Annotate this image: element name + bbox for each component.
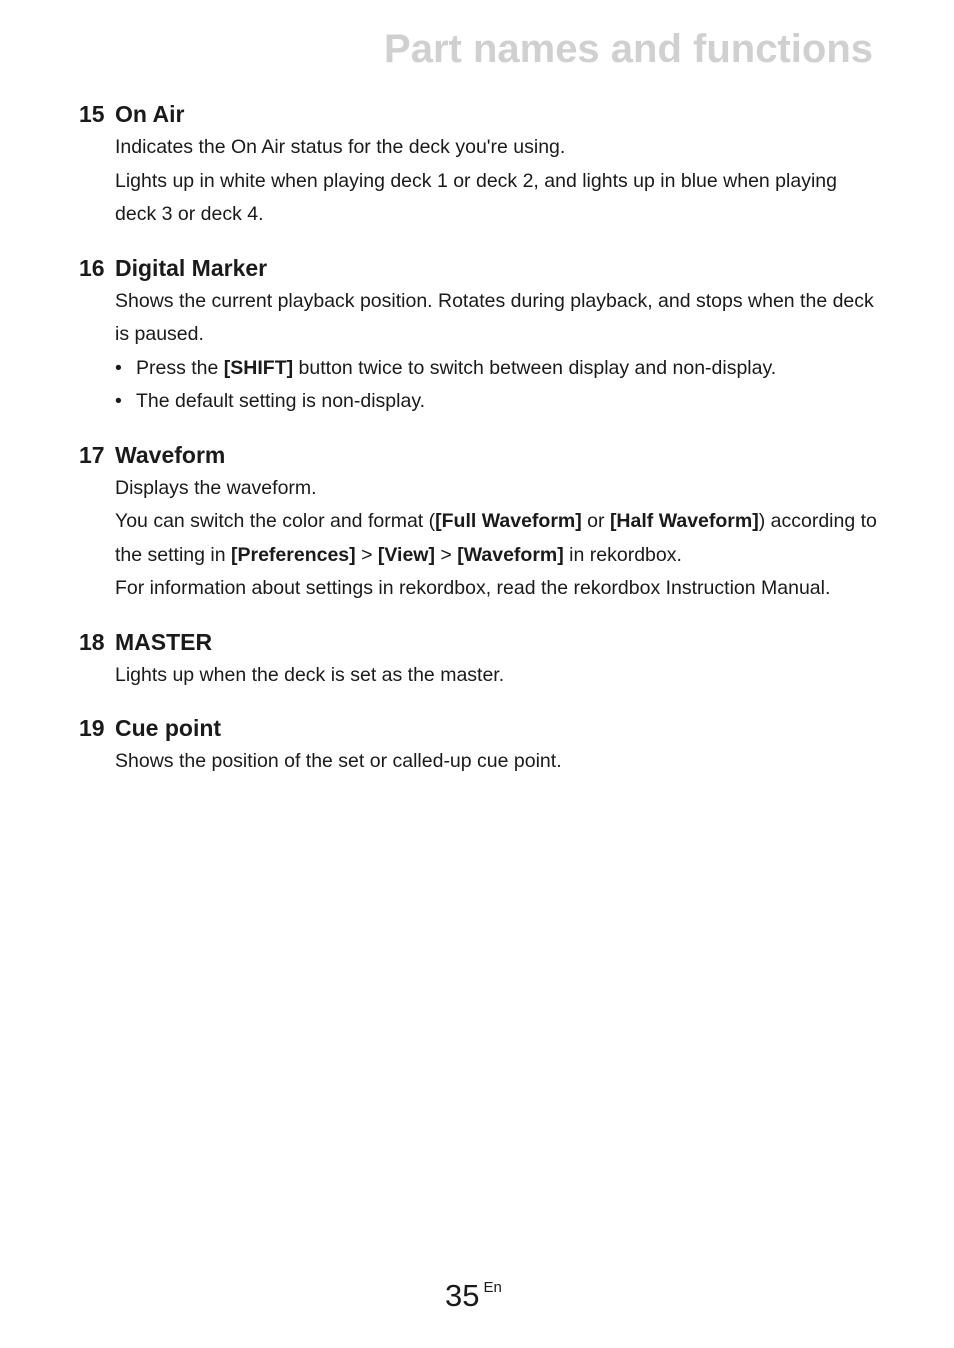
section-cue-point: [79, 711, 879, 779]
paragraph: Lights up when the deck is set as the master.: [115, 663, 505, 686]
section-body: [115, 659, 879, 693]
paragraph: For information about settings in rekordbox, read the rekordbox Instruction Manual.: [115, 577, 831, 599]
section-heading: [79, 251, 879, 285]
section-heading: [79, 625, 879, 659]
section-title: Cue point: [115, 715, 222, 741]
section-waveform: [79, 438, 879, 606]
section-heading: [79, 711, 879, 745]
section-digital-marker: [79, 251, 879, 419]
bullet-glyph: •: [115, 356, 122, 379]
menu-name: [Waveform]: [457, 543, 564, 566]
menu-name: [Preferences]: [231, 543, 356, 566]
section-master: [79, 625, 879, 693]
page-title: Part names and functions: [384, 27, 873, 71]
section-body: [115, 131, 879, 232]
section-number: 16: [79, 254, 105, 281]
paragraph: You can switch the color and format ([Full Waveform] or [Half Waveform]) according to the setting in [Preferences] > [View] > [Waveform] in rekordbox.: [115, 510, 877, 566]
section-number: 18: [79, 628, 105, 655]
section-on-air: [79, 97, 879, 232]
paragraph: Indicates the On Air status for the deck you're using.: [115, 136, 566, 158]
section-heading: [79, 97, 879, 131]
section-title: On Air: [115, 101, 185, 127]
section-title: Digital Marker: [115, 254, 268, 281]
section-body: [115, 472, 879, 606]
bullet-text: The default setting is non-display.: [136, 390, 426, 412]
section-number: 15: [79, 101, 105, 127]
language-code: En: [483, 1279, 502, 1296]
section-number: 17: [79, 441, 105, 468]
paragraph: Lights up in white when playing deck 1 or deck 2, and lights up in blue when playing deck 3 or deck 4.: [115, 169, 837, 225]
section-body: [115, 285, 879, 419]
paragraph: Shows the current playback position. Rotates during playback, and stops when the deck is paused.: [115, 289, 874, 345]
menu-name: [View]: [377, 543, 435, 566]
section-body: [115, 745, 879, 779]
paragraph: Shows the position of the set or called-up cue point.: [115, 750, 562, 772]
setting-name: [Full Waveform]: [435, 510, 582, 532]
setting-name: [Half Waveform]: [609, 510, 759, 532]
section-title: MASTER: [115, 628, 213, 655]
document-body: [79, 97, 879, 779]
bullet-item: [115, 385, 879, 419]
paragraph: Displays the waveform.: [115, 476, 317, 499]
bullet-glyph: •: [115, 390, 122, 412]
section-title: Waveform: [115, 441, 226, 468]
section-number: 19: [79, 715, 105, 741]
bullet-item: [115, 352, 879, 386]
section-heading: [79, 438, 879, 472]
bullet-list: [115, 352, 879, 419]
bullet-text: button twice to switch between display and non-display.: [293, 356, 777, 379]
bullet-text: Press the: [136, 356, 224, 379]
page-number: [445, 1278, 502, 1314]
page-number-value: 35: [445, 1278, 480, 1313]
button-name: [SHIFT]: [223, 356, 294, 379]
